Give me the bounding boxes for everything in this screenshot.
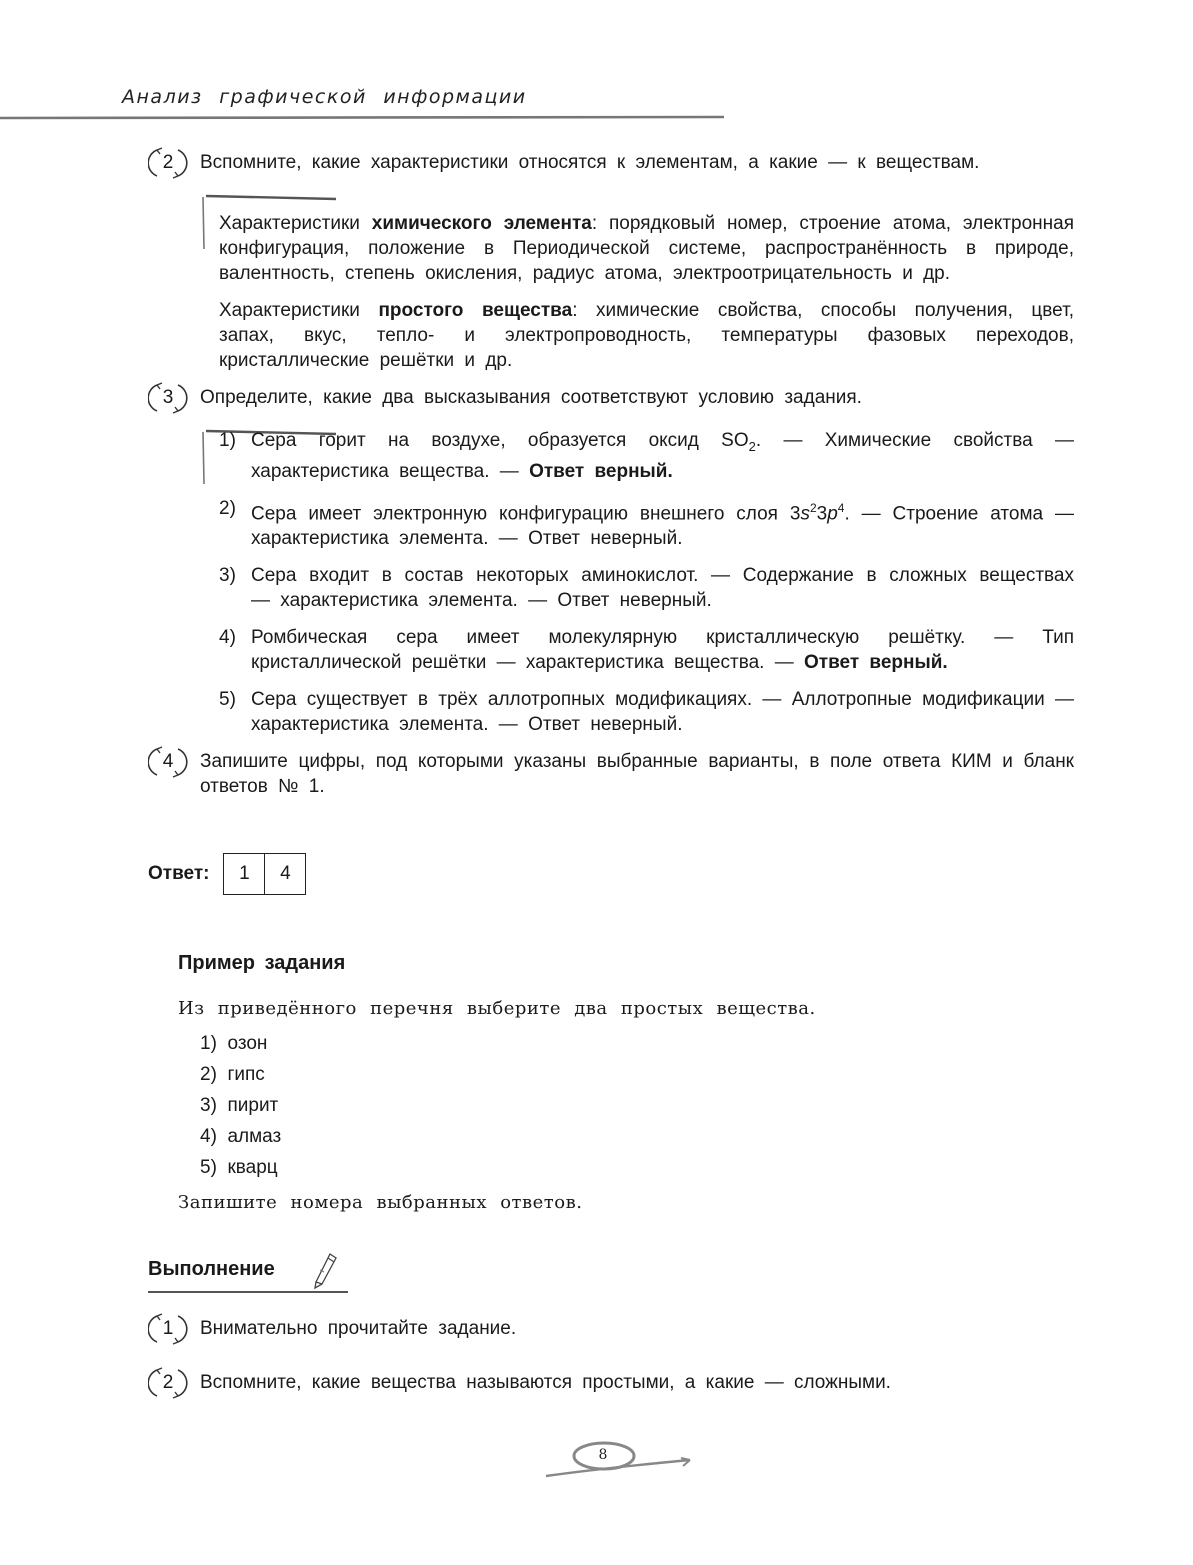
item-number: 4) [219,627,236,649]
list-item [219,428,1074,484]
bracket-decoration [200,193,340,253]
option-text: гипс [227,1064,265,1085]
running-header: Анализ графической информации [122,86,527,108]
step-number: 4 [162,751,174,773]
answer-correct: Ответ верный. [803,652,948,674]
subscript: 2 [748,438,756,454]
example-options [200,1028,281,1183]
list-item [200,1152,281,1183]
text-part: Характеристики [219,300,379,321]
item-number: 3) [200,1095,217,1116]
info-block-characteristics [148,193,1074,373]
text-part: : химические свойства, способы получения, цвет, запах, вкус, тепло- и электропроводность, температуры фазовых переходов, кристаллические решётки и др. [219,300,1074,371]
statements-list [219,428,1074,737]
list-item [200,1090,281,1121]
step-4 [148,749,1074,799]
bold-term: простого вещества [378,300,573,321]
text-part: 3 [816,503,828,525]
list-item [219,563,1074,613]
step-number-badge [148,381,188,415]
list-item [219,687,1074,737]
execution-title: Выполнение [148,1258,275,1280]
pen-icon [312,1252,338,1290]
answer-correct: Ответ верный. [529,460,673,482]
main-content [148,150,1074,799]
item-number: 4) [200,1126,217,1147]
example-instruction: Запишите номера выбранных ответов. [178,1192,583,1213]
step-2 [148,150,1074,175]
text-part: . — Строение атома — характеристика элемента. — Ответ неверный. [251,503,1074,550]
step-number: 3 [162,387,174,408]
step-text: Определите, какие два высказывания соответствуют условию задания. [200,387,862,408]
item-number: 1) [200,1033,217,1054]
item-number: 3) [219,565,236,587]
text-part: s [800,503,810,525]
step-number-badge [148,1366,188,1400]
step-number-badge [148,745,188,779]
item-number: 5) [219,689,236,711]
text-part: p [827,503,838,525]
text-part: : порядковый номер, строение атома, электронная конфигурация, положение в Периодической системе, распространённость в природе, валентность, степень окисления, радиус атома, электроотрицательность и др. [219,213,1075,284]
list-item [219,625,1074,675]
step-3 [148,385,1074,410]
answer-label: Ответ: [148,863,210,884]
step-text: Вспомните, какие характеристики относятся к элементам, а какие — к веществам. [200,152,980,173]
substance-characteristics [219,298,1074,373]
bold-term: химического элемента [371,213,592,234]
text-part: Ромбическая сера имеет молекулярную кристаллическую решётку. — Тип кристаллической решётки — характеристика вещества. — [251,627,1074,674]
exec-step-2 [148,1370,1126,1395]
answer-cell: 1 [239,863,250,884]
example-title: Пример задания [178,952,346,974]
exec-step-1 [148,1316,1126,1341]
superscript: 2 [809,500,817,515]
step-number: 2 [162,152,174,173]
execution-rule [148,1290,348,1294]
text-part: Сера существует в трёх аллотропных модификациях. — Аллотропные модификации — характеристика элемента. — Ответ неверный. [251,689,1074,736]
text-part: Сера входит в состав некоторых аминокислот. — Содержание в сложных веществах — характеристика элемента. — Ответ неверный. [251,565,1074,612]
item-number: 2) [219,497,236,519]
text-part: . — Химические свойства — характеристика вещества. — [251,430,1074,482]
list-item [219,496,1074,551]
text-part: Сера горит на воздухе, образуется оксид SO [251,430,749,451]
list-item [200,1028,281,1059]
superscript: 4 [837,500,845,515]
page-number: 8 [598,1447,608,1463]
option-text: озон [227,1033,268,1054]
step-text: Внимательно прочитайте задание. [200,1318,517,1339]
example-question: Из приведённого перечня выберите два простых вещества. [178,998,816,1019]
list-item [200,1121,281,1152]
text-part: Сера имеет электронную конфигурацию внешнего слоя 3 [251,503,801,525]
answer-boxes [223,853,306,895]
item-number: 1) [219,430,236,451]
answer-row [148,852,306,896]
step-number: 1 [162,1318,174,1339]
text-part: Характеристики [219,213,372,234]
list-item [200,1059,281,1090]
header-rule [0,114,724,122]
option-text: пирит [227,1095,279,1116]
step-text: Вспомните, какие вещества называются простыми, а какие — сложными. [200,1372,891,1393]
step-number: 2 [162,1372,174,1393]
option-text: кварц [227,1157,278,1178]
answer-cell: 4 [264,854,305,894]
element-characteristics [219,211,1074,286]
step-number-badge [148,146,188,180]
step-number-badge [148,1312,188,1346]
item-number: 2) [200,1064,217,1085]
item-number: 5) [200,1157,217,1178]
step-text: Запишите цифры, под которыми указаны выбранные варианты, в поле ответа КИМ и бланк ответов № 1. [200,751,1074,798]
page-number-badge [544,1438,694,1484]
option-text: алмаз [227,1126,282,1147]
info-block-statements [148,428,1074,737]
